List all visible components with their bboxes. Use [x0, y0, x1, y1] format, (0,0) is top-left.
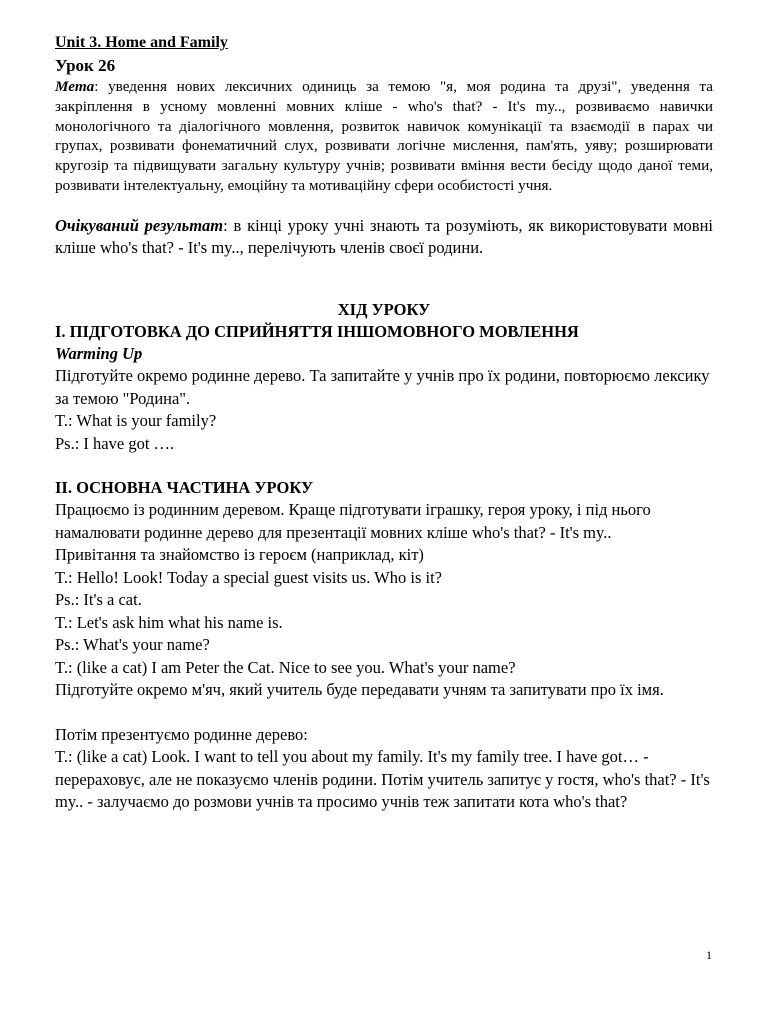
section2-line: Привітання та знайомство із героєм (наприклад, кіт): [55, 545, 424, 565]
goal-label: Мета: [55, 78, 95, 95]
section2-title: II. ОСНОВНА ЧАСТИНА УРОКУ: [55, 478, 314, 498]
section2-line: T.: (like a cat) Look. I want to tell you about my family. It's my family tree. I have got… - перераховує, але не показуємо членів родини. Потім учитель запитує у гостя, who's that? - It's my.. - залучаємо до розмови учнів та просимо учнів теж запитати кота who's that?: [55, 747, 710, 812]
section1-line: Ps.: I have got ….: [55, 433, 175, 453]
section1-line: T.: What is your family?: [55, 411, 217, 431]
section2-line: Працюємо із родинним деревом. Краще підготувати іграшку, героя уроку, і під нього намалювати родинне дерево для презентації мовних кліше who's that? - It's my..: [55, 500, 651, 542]
goal-paragraph: [55, 77, 713, 196]
section2-line: Ps.: It's a cat.: [55, 590, 142, 610]
unit-title: Unit 3. Home and Family: [55, 34, 228, 51]
result-paragraph: [55, 215, 713, 260]
section2-line: Підготуйте окремо м'яч, який учитель буде передавати учням та запитувати про їх імя.: [55, 680, 664, 700]
page-number: 1: [706, 948, 712, 962]
section2-line: Потім презентуємо родинне дерево:: [55, 724, 308, 744]
result-text: : в кінці уроку учні знають та розуміють, як використовувати мовні кліше who's that? - It's my.., перелічують членів своєї родини.: [55, 215, 713, 258]
lesson-flow-title: ХІД УРОКУ: [337, 299, 431, 319]
goal-text: : уведення нових лексичних одиниць за темою "я, моя родина та друзі", уведення та закріплення в усному мовленні мовних кліше - who's that? - It's my.., розвиваємо навички монологічного та діалогічного мовлення, розвиток навичок комунікації та взаємодії в парах чи групах, розвивати фонематичний слух, розвивати логічне мислення, пам'ять, уяву; розширювати кругозір та підвищувати загальну культуру учнів; розвивати вміння вести бесіду щодо даної теми, розвивати інтелектуальну, емоційну та мотиваційну сфери особистості учня.: [55, 78, 713, 194]
document-page: [55, 33, 713, 814]
section2-line: T.: (like a cat) I am Peter the Cat. Nice to see you. What's your name?: [55, 657, 516, 677]
section1-subtitle: Warming Up: [55, 343, 143, 363]
lesson-number: Урок 26: [55, 56, 116, 75]
section2-line: Ps.: What's your name?: [55, 635, 210, 655]
result-label: Очікуваний результат: [55, 215, 224, 235]
section1-title: I. ПІДГОТОВКА ДО СПРИЙНЯТТЯ ІНШОМОВНОГО МОВЛЕННЯ: [55, 321, 579, 341]
section2-line: T.: Hello! Look! Today a special guest visits us. Who is it?: [55, 567, 442, 587]
section2-line: T.: Let's ask him what his name is.: [55, 612, 283, 632]
section1-line: Підготуйте окремо родинне дерево. Та запитайте у учнів про їх родини, повторюємо лексику за темою "Родина".: [55, 366, 710, 408]
